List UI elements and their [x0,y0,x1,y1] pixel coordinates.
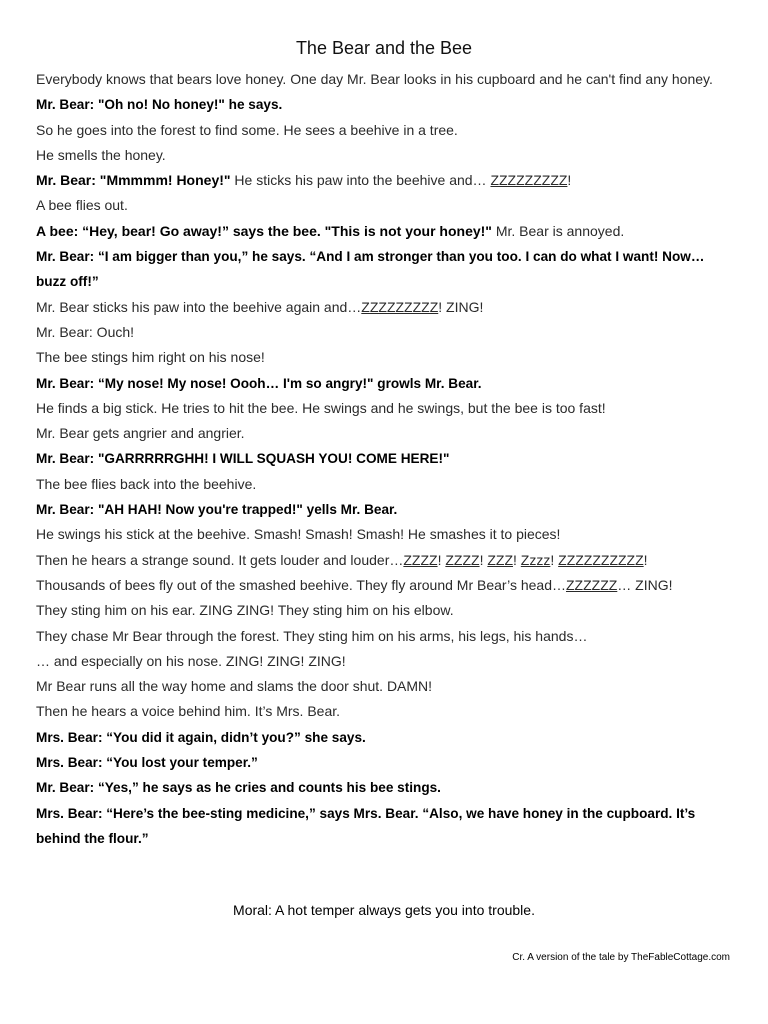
story-text: Mr. Bear: "AH HAH! Now you're trapped!" yells Mr. Bear. [36,502,398,518]
story-text: Mrs. Bear: “You did it again, didn’t you?” she says. [36,729,366,745]
story-text: Mr. Bear sticks his paw into the beehive again and… [36,298,362,315]
sound-effect: ZZZZZZZZZ [361,298,439,315]
story-text: Mrs. Bear: “Here’s the bee-sting medicine,” says Mrs. Bear. “Also, we have honey in the cupboard. It’s behind the flour.” [36,805,696,846]
story-text: Thousands of bees fly out of the smashed beehive. They fly around Mr Bear’s head… [36,576,566,593]
moral-text: Moral: A hot temper always gets you into trouble. [233,902,535,918]
story-title: The Bear and the Bee [295,38,473,58]
story-text: Then he hears a voice behind him. It’s Mrs. Bear. [36,703,341,720]
story-text: Mr. Bear: “My nose! My nose! Oooh… I'm so angry!" growls Mr. Bear. [36,375,482,391]
story-line [36,674,736,699]
story-text: A bee flies out. [36,197,128,214]
story-line [36,801,736,852]
story-line [36,143,736,168]
credit-text: Cr. A version of the tale by TheFableCottage.com [512,952,730,963]
story-line [36,725,736,750]
story-line [36,193,736,218]
story-line [36,522,736,547]
sound-effect: ZZZ [487,551,514,568]
story-text: ! ZING! [438,298,484,315]
story-text: He smells the honey. [36,146,166,163]
story-text: He sticks his paw into the beehive and… [230,172,491,189]
story-text: The bee flies back into the beehive. [36,475,257,492]
story-line [36,472,736,497]
story-line [36,649,736,674]
story-line [36,244,736,295]
story-line [36,421,736,446]
sound-effect: ZZZZZZZZZZ [558,551,644,568]
story-line [36,598,736,623]
story-text: They sting him on his ear. ZING ZING! They sting him on his elbow. [36,602,454,619]
story-text: Mr. Bear: "Oh no! No honey!" he says. [36,97,283,113]
sound-effect: ZZZZ [403,551,438,568]
story-line [36,396,736,421]
story-text: Everybody knows that bears love honey. One day Mr. Bear looks in his cupboard and he can't find any honey. [36,71,713,87]
story-text: Mr. Bear: "GARRRRRGHH! I WILL SQUASH YOU! COME HERE!" [36,451,450,467]
story-text: Mr. Bear: “I am bigger than you,” he says. “And I am stronger than you too. I can do what I want! Now… buzz off!” [36,249,705,290]
story-line [36,371,736,396]
story-text: He finds a big stick. He tries to hit the bee. He swings and he swings, but the bee is too fast! [36,399,606,416]
story-text: … ZING! [617,576,673,593]
story-line [36,168,736,193]
story-text: Mr. Bear: “Yes,” he says as he cries and counts his bee stings. [36,780,441,796]
story-text: Mr Bear runs all the way home and slams the door shut. DAMN! [36,678,433,695]
story-line [36,320,736,345]
story-text: ! [437,551,446,568]
story-line [36,497,736,522]
story-line [36,219,736,244]
story-text: ! [479,551,488,568]
story-line [36,92,736,117]
story-text: ! [513,551,521,568]
story-text: … and especially on his nose. ZING! ZING! ZING! [36,652,346,669]
story-text: ! [567,172,572,189]
story-text: Mrs. Bear: “You lost your temper.” [36,755,258,771]
story-line [36,295,736,320]
story-line [36,573,736,598]
story-line [36,118,736,143]
story-text: ! [550,551,559,568]
story-line [36,446,736,471]
story-body [36,67,736,851]
sound-effect: Zzzz [520,551,551,568]
story-text: ! [643,551,648,568]
story-text: Then he hears a strange sound. It gets louder and louder… [36,551,404,568]
story-text: The bee stings him right on his nose! [36,349,265,366]
story-text: Mr. Bear: Ouch! [36,323,135,340]
story-text: Mr. Bear: "Mmmmm! Honey!" [36,172,231,189]
story-text: So he goes into the forest to find some. He sees a beehive in a tree. [36,121,458,138]
story-line [36,345,736,370]
sound-effect: ZZZZZZZZZ [490,172,568,189]
story-line [36,750,736,775]
story-text: They chase Mr Bear through the forest. They sting him on his arms, his legs, his hands… [36,627,588,644]
story-text: Mr. Bear gets angrier and angrier. [36,425,245,442]
story-line [36,67,736,92]
story-line [36,624,736,649]
story-line [36,699,736,724]
story-text: He swings his stick at the beehive. Smash! Smash! Smash! He smashes it to pieces! [36,526,561,543]
story-line [36,548,736,573]
story-line [36,775,736,800]
sound-effect: ZZZZZZ [565,576,618,593]
sound-effect: ZZZZ [445,551,480,568]
story-text: A bee: “Hey, bear! Go away!” says the bee. "This is not your honey!" [36,222,492,239]
story-text: Mr. Bear is annoyed. [491,222,625,239]
